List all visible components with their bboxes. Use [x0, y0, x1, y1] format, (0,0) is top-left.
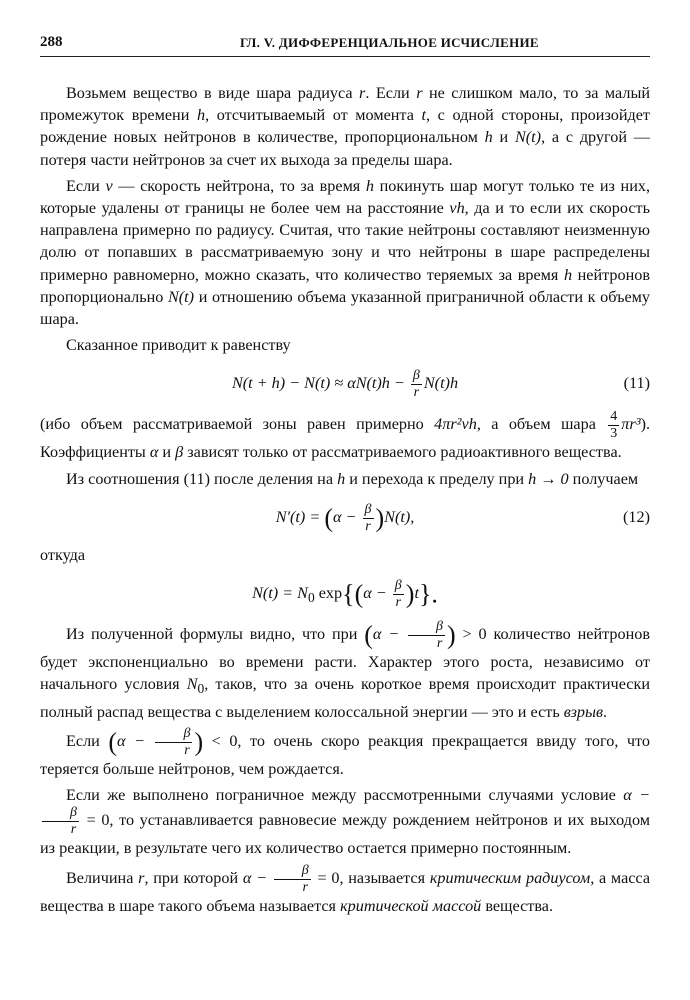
fraction-denominator: r — [184, 742, 190, 758]
equation-lhs: N(t) = N — [252, 584, 308, 603]
text: Из полученной формулы видно, что при — [66, 625, 365, 644]
equation-rhs: N(t), — [384, 507, 415, 526]
fraction — [408, 620, 445, 651]
fraction-denominator: r — [413, 385, 420, 401]
emphasis: взрыв — [563, 702, 604, 721]
fraction — [42, 806, 79, 837]
text: , таков, что за очень короткое время происходит практически полный распад вещества с выделением колоссальной энергии — это и есть — [40, 675, 650, 721]
fraction-numerator: β — [42, 806, 79, 822]
math-var: r — [359, 84, 366, 102]
fraction-denominator: r — [436, 636, 443, 652]
math-inner: α − — [117, 732, 154, 751]
text: . Если — [365, 84, 417, 102]
text: , а с другой — потеря части нейтронов за счет их выхода за пределы шара. — [40, 128, 650, 169]
fraction-denominator: r — [70, 822, 77, 838]
equation-13 — [40, 570, 650, 616]
math-var: h — [563, 265, 573, 284]
math-var: N — [186, 675, 198, 694]
fraction — [363, 503, 374, 534]
text: Если же выполнено пограничное между рассмотренными случаями условие — [66, 786, 624, 805]
paragraph-2 — [40, 175, 650, 330]
text: , а масса вещества в шаре такого объема называется — [40, 868, 651, 915]
math-var: r — [416, 84, 423, 102]
paragraph-6: откуда — [40, 545, 86, 564]
text: , а объем шара — [476, 415, 607, 434]
math-inner: α − — [372, 625, 407, 644]
text: не слишком мало, то за малый промежуток времени — [40, 84, 650, 125]
paragraph-9 — [40, 784, 650, 859]
math-var: v — [105, 176, 113, 195]
paragraph-3: Сказанное приводит к равенству — [66, 336, 291, 355]
math-var: t — [421, 106, 427, 125]
fraction-numerator: β — [274, 864, 311, 880]
equation-11 — [40, 360, 650, 406]
fraction — [274, 864, 311, 895]
text: покинуть шар могут только те из них, которые удалены от границы не более чем на расстояние — [40, 176, 650, 218]
text: = 0, то устанавливается равновесие между рождением нейтронов и их выходом из реакции, в результате чего их количество остается примерно постоянным. — [40, 811, 650, 858]
fraction — [393, 579, 404, 610]
fraction-denominator: r — [395, 594, 401, 610]
equation-lhs: N(t + h) − N(t) ≈ αN(t)h − — [231, 374, 409, 393]
text: вещества. — [481, 896, 554, 915]
text: , отсчитываемый от момента — [205, 106, 422, 125]
fraction-numerator: 4 — [610, 409, 618, 425]
text: , да и то если их скорость направлена примерно по радиусу. Считая, что такие нейтроны составляют неизменную долю от попавших в рассматриваемую зону и что нейтроны в шаре распределены примерно равномерно, можно сказать, что количество теряемых за время — [40, 199, 650, 284]
fraction-denominator: r — [302, 879, 308, 895]
fraction — [155, 727, 192, 758]
text: и перехода к пределу при — [345, 469, 529, 488]
page-body — [40, 82, 650, 917]
equation-number: (12) — [623, 507, 650, 526]
fraction-numerator: β — [412, 368, 420, 384]
text: получаем — [568, 469, 639, 488]
text: нейтронов пропорционально — [40, 265, 651, 306]
subscript: 0 — [197, 681, 205, 697]
equation-lhs: N′(t) = — [275, 507, 325, 526]
paren-close: ) — [194, 727, 204, 757]
math-var: h — [337, 469, 346, 488]
brace-close: }. — [418, 579, 438, 609]
text: (ибо объем рассматриваемой зоны равен примерно — [40, 415, 435, 434]
fraction-denominator: r — [365, 518, 371, 534]
text: Если — [66, 732, 109, 751]
equation-rhs: N(t)h — [423, 374, 459, 393]
fraction-numerator: β — [408, 620, 445, 636]
text: Если — [66, 176, 106, 195]
fraction-numerator: β — [394, 577, 402, 593]
math-var: vh — [449, 199, 465, 218]
text: и — [158, 443, 176, 462]
math-var: β — [175, 443, 184, 462]
paragraph-10 — [40, 864, 650, 917]
text: зависят только от рассматриваемого радиоактивного вещества. — [183, 443, 622, 462]
paren-close: ) — [447, 620, 456, 650]
text: ). Коэффициенты — [40, 415, 650, 462]
text: = 0, называется — [312, 868, 430, 887]
text: и — [492, 128, 515, 147]
emphasis: критическим радиусом — [429, 868, 591, 887]
equation-number: (11) — [623, 374, 650, 393]
equation-tail: t — [414, 584, 419, 603]
math-inner: α − — [623, 786, 650, 805]
math-var: N(t) — [514, 128, 542, 147]
text: . — [603, 702, 608, 721]
fraction-denominator: 3 — [610, 426, 618, 442]
math-var: h — [484, 128, 493, 147]
page-number: 288 — [40, 34, 63, 50]
math-inner: α − — [242, 868, 272, 887]
text: , при которой — [144, 868, 243, 887]
text: Величина — [66, 868, 139, 887]
fraction-numerator: β — [364, 501, 372, 517]
page-header — [40, 34, 650, 57]
text: , с одной стороны, произойдет рождение новых нейтронов в количестве, пропорциональном — [40, 106, 650, 147]
math-var: N(t) — [167, 287, 195, 306]
fraction — [411, 369, 422, 400]
paren-close: ) — [375, 503, 385, 533]
math-var: r — [138, 868, 145, 887]
text: > 0 количество нейтронов будет экспоненциально во времени расти. Характер этого роста, независимо от начального условия — [40, 625, 651, 694]
subscript: 0 — [307, 590, 315, 606]
math-var: α — [149, 443, 159, 462]
text: и отношению объема указанной приграничной области к объему шара. — [40, 287, 650, 329]
paragraph-1 — [40, 82, 650, 171]
text: — скорость нейтрона, то за время — [112, 176, 366, 195]
paren-open: ( — [108, 727, 118, 757]
text: Из соотношения (11) после деления на — [66, 469, 338, 488]
emphasis: критической массой — [340, 896, 482, 915]
math-expr: 4πr²vh — [434, 415, 477, 434]
equation-12 — [40, 494, 650, 540]
paragraph-4 — [40, 410, 650, 463]
paragraph-8 — [40, 727, 650, 780]
fraction — [608, 410, 619, 441]
math-var: h — [365, 176, 374, 195]
paragraph-7 — [40, 620, 650, 723]
paragraph-5 — [40, 468, 650, 490]
equation-inner: α − — [333, 507, 361, 526]
exp-function: exp — [314, 584, 343, 603]
math-expr: πr³ — [621, 415, 641, 434]
text: Возьмем вещество в виде шара радиуса — [66, 84, 360, 102]
paren-open: ( — [364, 620, 373, 650]
chapter-title: ГЛ. V. ДИФФЕРЕНЦИАЛЬНОЕ ИСЧИСЛЕНИЕ — [240, 35, 539, 50]
math-expr: h → 0 — [528, 469, 569, 488]
math-var: h — [197, 106, 206, 125]
equation-inner: α − — [363, 584, 391, 603]
brace-open: {( — [342, 579, 364, 609]
paren-close: ) — [405, 579, 415, 609]
paren-open: ( — [324, 503, 333, 533]
fraction-numerator: β — [155, 727, 192, 743]
text: < 0, то очень скоро реакция прекращается ввиду того, что теряется больше нейтронов, чем рождается. — [40, 732, 650, 778]
